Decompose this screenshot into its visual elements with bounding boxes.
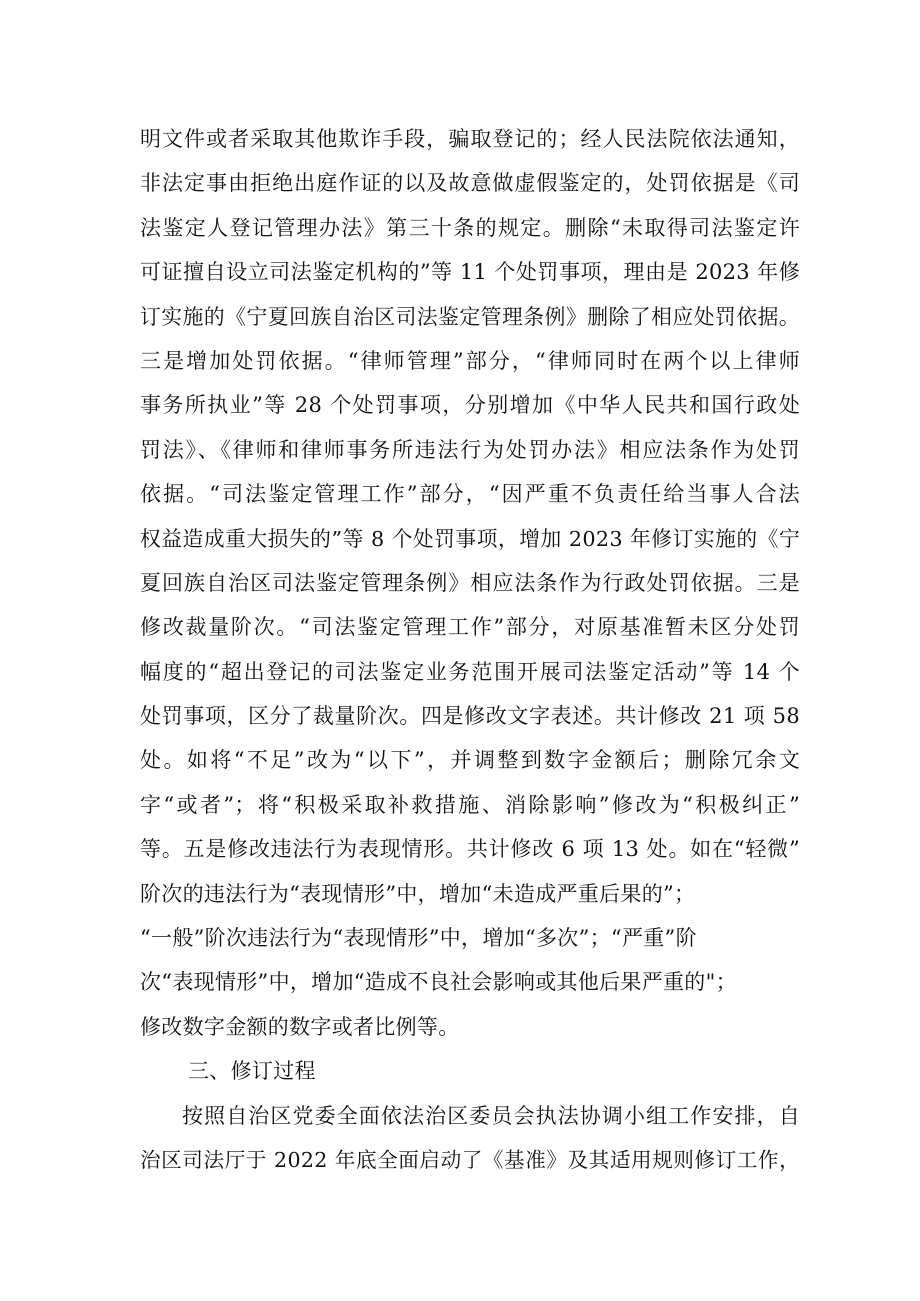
text-line: 修改数字金额的数字或者比例等。 bbox=[140, 1014, 460, 1039]
text-line: 字“或者”；将“积极采取补救措施、消除影响”修改为“积极纠正” bbox=[140, 792, 800, 817]
paragraph-line: 治区司法厅于 2022 年底全面启动了《基准》及其适用规则修订工作， bbox=[140, 1147, 800, 1172]
text-line: 三是增加处罚依据。“律师管理”部分，“律师同时在两个以上律师 bbox=[140, 348, 800, 373]
text-line: 阶次的违法行为“表现情形”中，增加“未造成严重后果的”； bbox=[140, 881, 696, 906]
text-line: 非法定事由拒绝出庭作证的以及故意做虚假鉴定的，处罚依据是《司 bbox=[140, 171, 800, 196]
text-line: 法鉴定人登记管理办法》第三十条的规定。删除“未取得司法鉴定许 bbox=[140, 215, 800, 240]
text-line: 可证擅自设立司法鉴定机构的”等 11 个处罚事项，理由是 2023 年修 bbox=[140, 260, 800, 285]
text-line: 事务所执业”等 28 个处罚事项，分别增加《中华人民共和国行政处 bbox=[140, 393, 800, 418]
text-line: 明文件或者采取其他欺诈手段，骗取登记的；经人民法院依法通知， bbox=[140, 127, 800, 151]
paragraph-line: 按照自治区党委全面依法治区委员会执法协调小组工作安排，自 bbox=[182, 1103, 800, 1128]
text-line: 幅度的“超出登记的司法鉴定业务范围开展司法鉴定活动”等 14 个 bbox=[140, 659, 800, 684]
text-line: 订实施的《宁夏回族自治区司法鉴定管理条例》删除了相应处罚依据。 bbox=[140, 304, 800, 329]
text-line: 修改裁量阶次。“司法鉴定管理工作”部分，对原基准暂未区分处罚 bbox=[140, 615, 800, 640]
text-line: 等。五是修改违法行为表现情形。共计修改 6 项 13 处。如在“轻微” bbox=[140, 837, 800, 862]
text-line: 处。如将“不足”改为“以下”，并调整到数字金额后；删除冗余文 bbox=[140, 748, 800, 773]
text-line: 依据。“司法鉴定管理工作”部分，“因严重不负责任给当事人合法 bbox=[140, 482, 800, 507]
text-line: 罚法》、《律师和律师事务所违法行为处罚办法》相应法条作为处罚 bbox=[140, 437, 800, 462]
body-text bbox=[140, 117, 800, 1182]
text-line: “一般”阶次违法行为“表现情形”中，增加“多次”；“严重”阶 bbox=[140, 926, 697, 951]
text-line: 次“表现情形”中，增加“造成不良社会影响或其他后果严重的"； bbox=[140, 970, 737, 995]
text-line: 夏回族自治区司法鉴定管理条例》相应法条作为行政处罚依据。三是 bbox=[140, 570, 800, 595]
text-line: 权益造成重大损失的”等 8 个处罚事项，增加 2023 年修订实施的《宁 bbox=[140, 526, 800, 551]
section-heading: 三、修订过程 bbox=[188, 1059, 316, 1084]
text-line: 处罚事项，区分了裁量阶次。四是修改文字表述。共计修改 21 项 58 bbox=[140, 704, 800, 729]
